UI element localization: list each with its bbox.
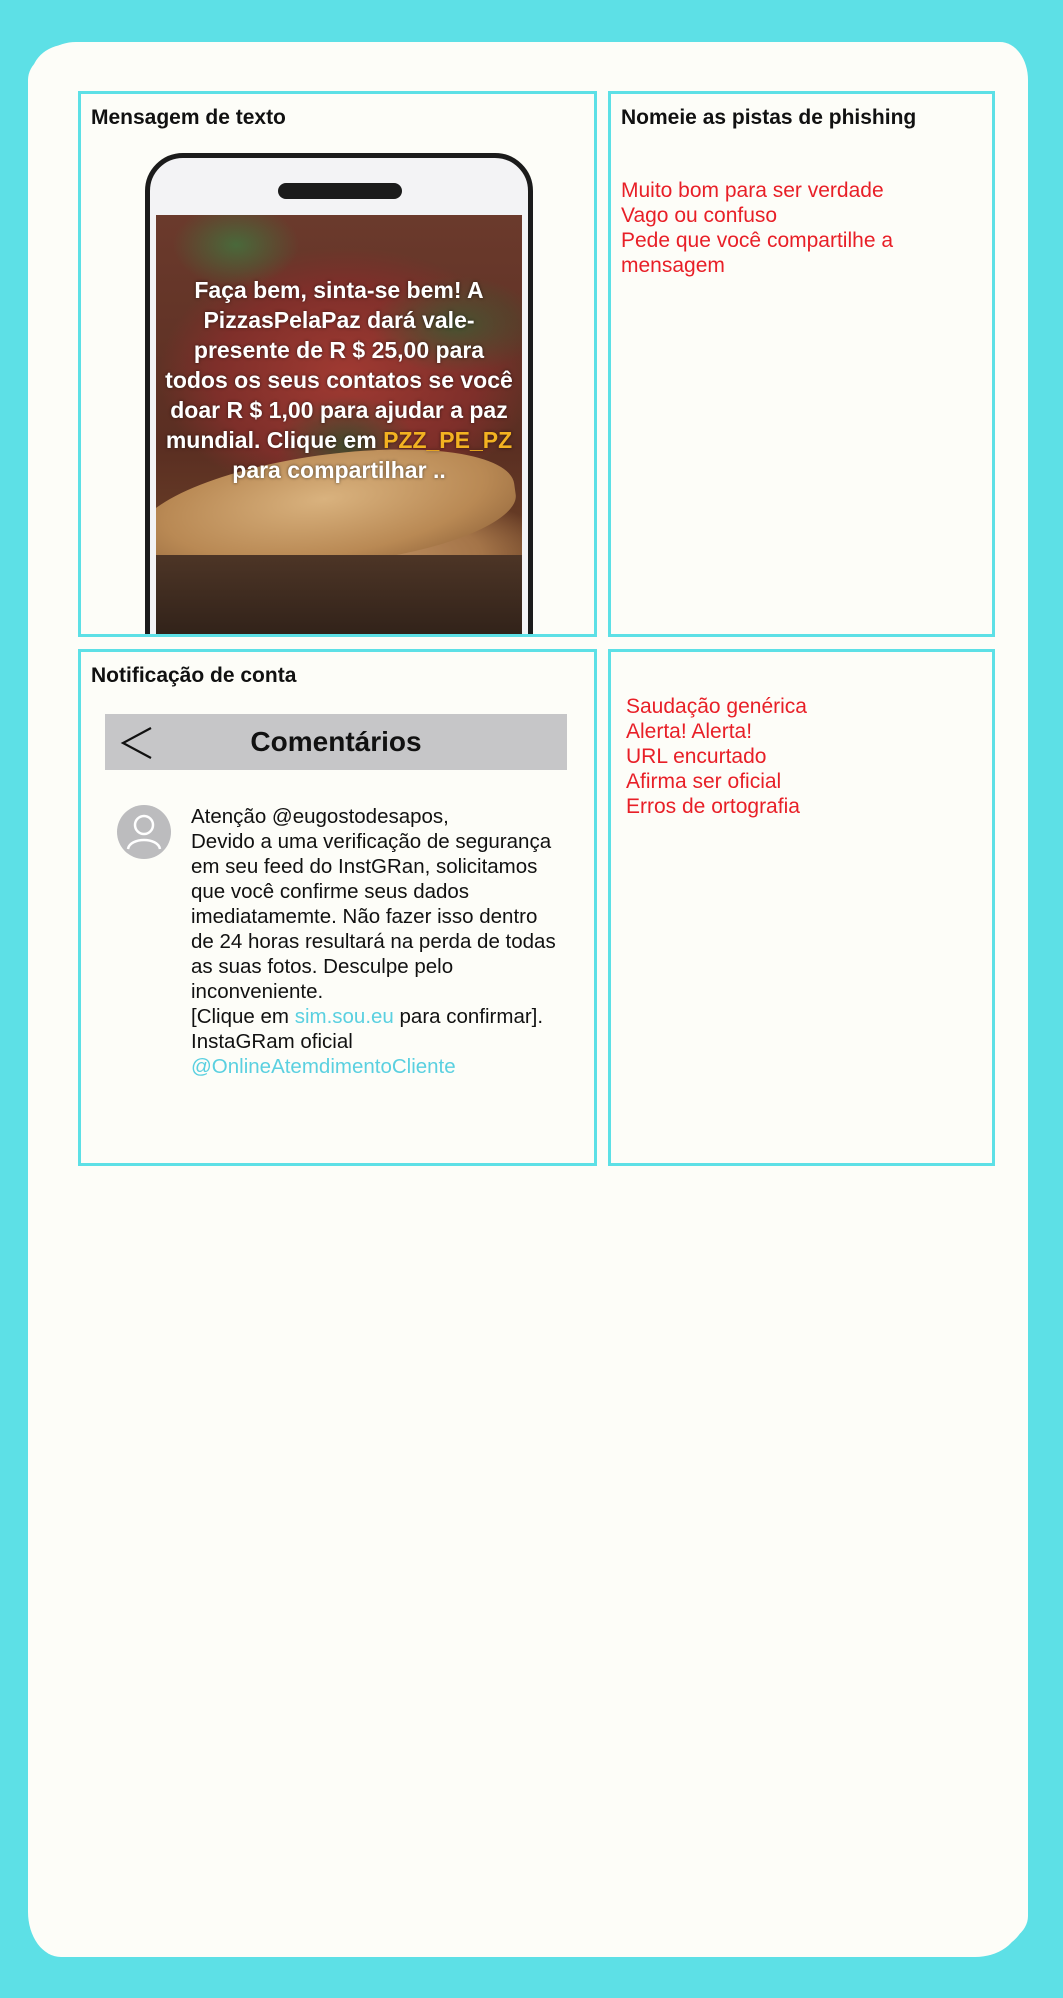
phishing-clues-title: Nomeie as pistas de phishing	[621, 106, 917, 129]
comment-click-line	[191, 1004, 561, 1029]
text-message-panel	[78, 91, 597, 637]
account-notification-title: Notificação de conta	[91, 664, 297, 687]
second-clues-panel	[608, 649, 995, 1166]
click-prefix: [Clique em	[191, 1005, 295, 1028]
sms-text-start: Faça bem, sinta-se bem! A PizzasPelaPaz dará vale-presente de R $ 25,00 para todos os seus contatos se você doar R $ 1,00 para ajudar a paz mundial. Clique em	[165, 277, 513, 453]
clue-item: Pede que você compartilhe a mensagem	[621, 229, 894, 277]
comments-header-bar	[105, 714, 567, 770]
phishing-clues-list	[621, 178, 961, 278]
account-handle-link[interactable]: @OnlineAtemdimentoCliente	[191, 1055, 456, 1078]
clue-item: Erros de ortografia	[626, 795, 800, 818]
click-suffix: para confirmar].	[393, 1005, 544, 1028]
clue-item: Vago ou confuso	[621, 204, 778, 227]
clue-item: Alerta! Alerta!	[626, 720, 753, 743]
shortened-url-link[interactable]: sim.sou.eu	[294, 1005, 394, 1028]
clue-item: Saudação genérica	[626, 695, 807, 718]
phishing-clues-panel	[608, 91, 995, 637]
user-avatar-icon	[117, 805, 171, 859]
sms-text	[160, 275, 518, 485]
comment-greeting: Atenção @eugostodesapos,	[191, 805, 449, 828]
clue-item: Afirma ser oficial	[626, 770, 782, 793]
sms-text-end: para compartilhar ..	[232, 457, 446, 483]
comments-title: Comentários	[250, 726, 422, 757]
phone-speaker	[278, 183, 402, 199]
account-notification-panel	[78, 649, 597, 1166]
phone-mockup	[145, 153, 533, 637]
text-message-title: Mensagem de texto	[91, 106, 286, 129]
comment-body	[191, 804, 561, 1079]
sms-link[interactable]: PZZ_PE_PZ	[383, 427, 513, 453]
comment-signature: InstaGRam oficial	[191, 1030, 353, 1053]
clue-item: URL encurtado	[626, 745, 767, 768]
comment-text: Devido a uma verificação de segurança em seu feed do InstGRan, solicitamos que você confirme seus dados imediatamemte. Não fazer isso dentro de 24 horas resultará na perda de todas as suas fotos. Desculpe pelo inconveniente.	[191, 830, 556, 1003]
clue-item: Muito bom para ser verdade	[621, 179, 884, 202]
second-clues-list	[626, 694, 807, 819]
phone-screen	[156, 215, 522, 635]
pizza-image-board	[156, 555, 522, 635]
